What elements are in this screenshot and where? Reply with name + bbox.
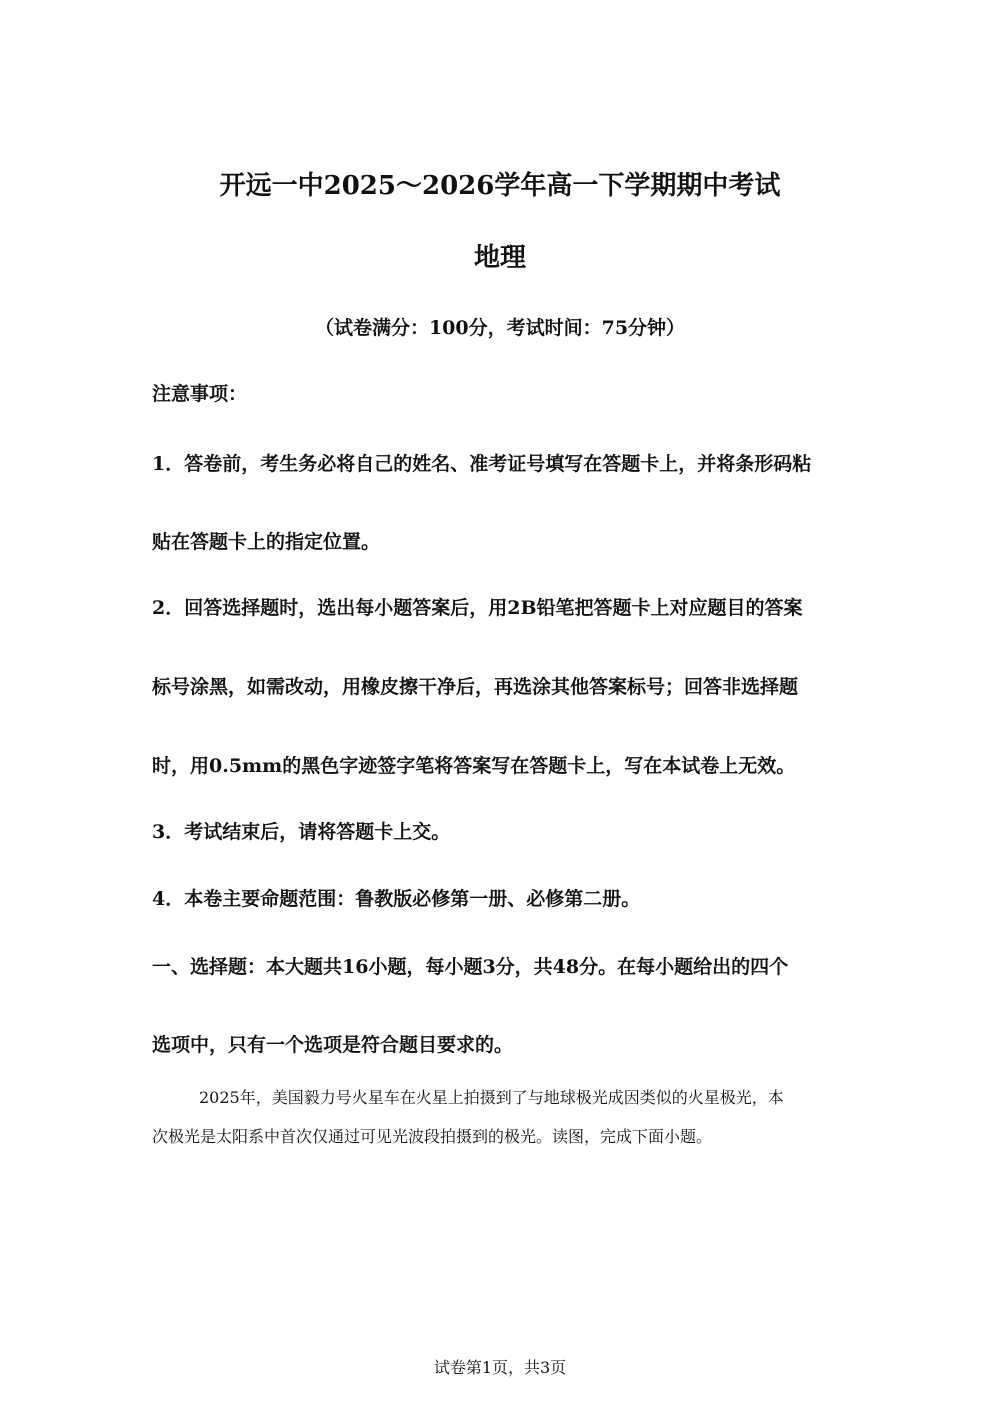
exam-title: 开远一中2025～2026学年高一下学期期中考试 — [219, 171, 781, 201]
section-heading-line: 一、选择题：本大题共16小题，每小题3分，共48分。在每小题给出的四个 — [152, 956, 789, 978]
notice-line: 标号涂黑，如需改动，用橡皮擦干净后，再选涂其他答案标号；回答非选择题 — [152, 676, 799, 698]
notice-line: 1．答卷前，考生务必将自己的姓名、准考证号填写在答题卡上，并将条形码粘 — [152, 453, 812, 475]
page-footer: 试卷第1页，共3页 — [433, 1358, 567, 1377]
passage-line: 次极光是太阳系中首次仅通过可见光波段拍摄到的极光。读图，完成下面小题。 — [152, 1127, 713, 1146]
passage-line: 2025年，美国毅力号火星车在火星上拍摄到了与地球极光成因类似的火星极光，本 — [199, 1088, 784, 1107]
notice-line: 4．本卷主要命题范围：鲁教版必修第一册、必修第二册。 — [152, 888, 641, 910]
notice-line: 时，用0.5mm的黑色字迹签字笔将答案写在答题卡上，写在本试卷上无效。 — [152, 755, 796, 777]
exam-info: （试卷满分：100分，考试时间：75分钟） — [314, 317, 686, 339]
notice-heading: 注意事项： — [152, 383, 248, 405]
section-heading-line: 选项中，只有一个选项是符合题目要求的。 — [152, 1034, 514, 1056]
notice-line: 3．考试结束后，请将答题卡上交。 — [152, 821, 451, 843]
subject-title: 地理 — [473, 243, 526, 273]
notice-line: 贴在答题卡上的指定位置。 — [152, 531, 381, 553]
notice-line: 2．回答选择题时，选出每小题答案后，用2B铅笔把答题卡上对应题目的答案 — [152, 597, 803, 619]
